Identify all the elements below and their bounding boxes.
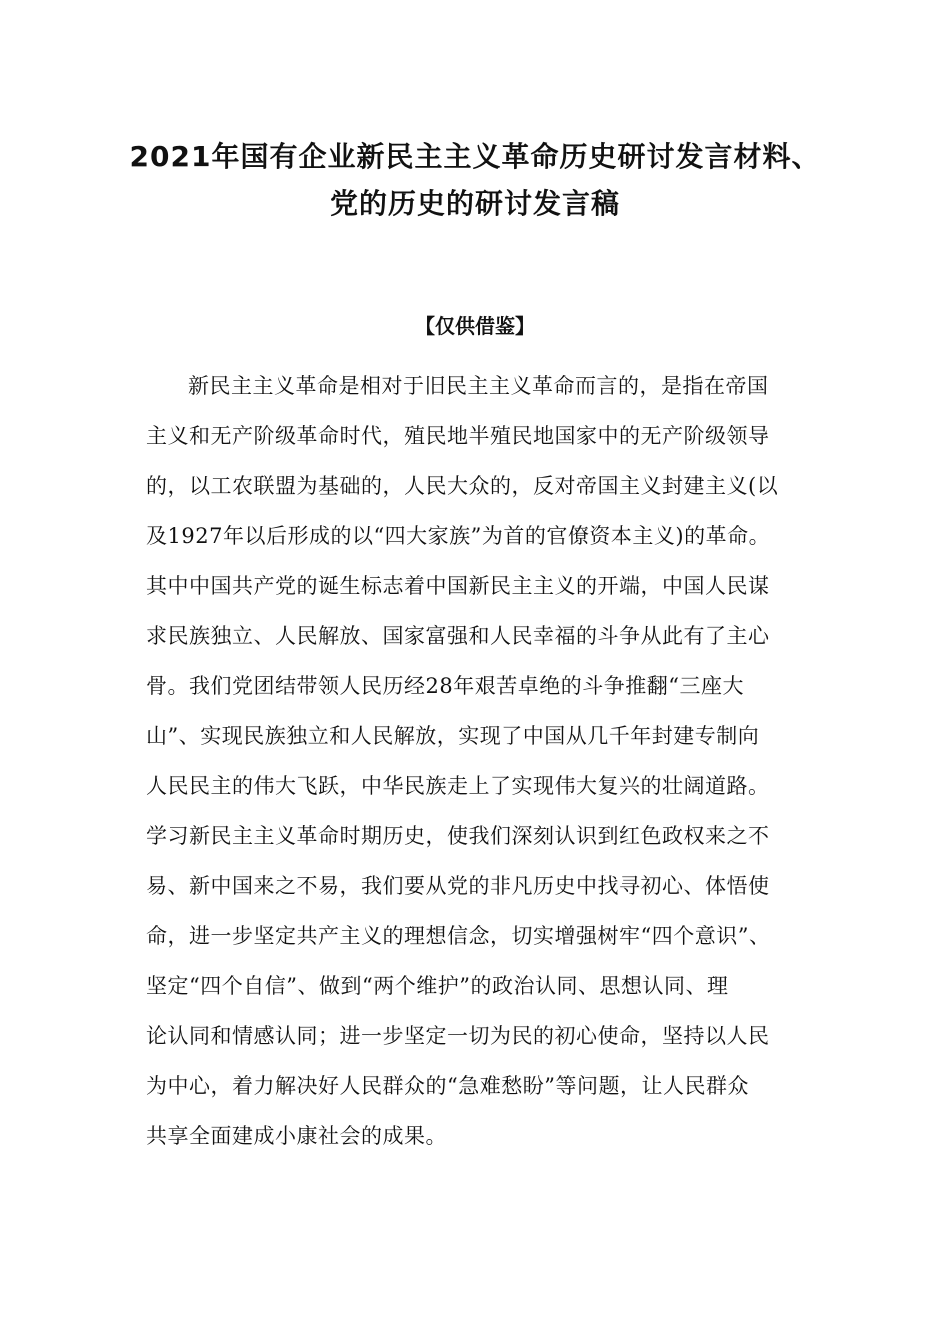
paragraph-line: 山”、实现民族独立和人民解放，实现了中国从几千年封建专制向	[146, 724, 760, 748]
paragraph-line: 新民主主义革命是相对于旧民主主义革命而言的，是指在帝国	[188, 374, 769, 398]
paragraph-line: 论认同和情感认同；进一步坚定一切为民的初心使命，坚持以人民	[146, 1024, 770, 1048]
reference-note: 【仅供借鉴】	[415, 314, 535, 338]
paragraph-line: 为中心，着力解决好人民群众的“急难愁盼”等问题，让人民群众	[146, 1074, 749, 1098]
paragraph-line: 及1927年以后形成的以“四大家族”为首的官僚资本主义)的革命。	[146, 524, 771, 548]
paragraph-line: 坚定“四个自信”、做到“两个维护”的政治认同、思想认同、理	[146, 974, 729, 998]
paragraph-line: 其中中国共产党的诞生标志着中国新民主主义的开端，中国人民谋	[146, 574, 770, 598]
paragraph-line: 求民族独立、人民解放、国家富强和人民幸福的斗争从此有了主心	[146, 624, 770, 648]
paragraph-line: 人民民主的伟大飞跃，中华民族走上了实现伟大复兴的壮阔道路。	[146, 774, 770, 798]
paragraph-line: 骨。我们党团结带领人民历经28年艰苦卓绝的斗争推翻“三座大	[146, 674, 744, 698]
paragraph-line: 命，进一步坚定共产主义的理想信念，切实增强树牢“四个意识”、	[146, 924, 771, 948]
body-paragraph	[146, 370, 826, 1170]
paragraph-line: 易、新中国来之不易，我们要从党的非凡历史中找寻初心、体悟使	[146, 874, 770, 898]
paragraph-line: 学习新民主主义革命时期历史，使我们深刻认识到红色政权来之不	[146, 824, 770, 848]
document-title-line-1: 2021年国有企业新民主主义革命历史研讨发言材料、	[129, 140, 821, 173]
paragraph-line: 的，以工农联盟为基础的，人民大众的，反对帝国主义封建主义(以	[146, 474, 779, 498]
paragraph-line: 主义和无产阶级革命时代，殖民地半殖民地国家中的无产阶级领导	[146, 424, 770, 448]
paragraph-line: 共享全面建成小康社会的成果。	[146, 1124, 447, 1148]
document-title-line-2: 党的历史的研讨发言稿	[329, 187, 620, 220]
